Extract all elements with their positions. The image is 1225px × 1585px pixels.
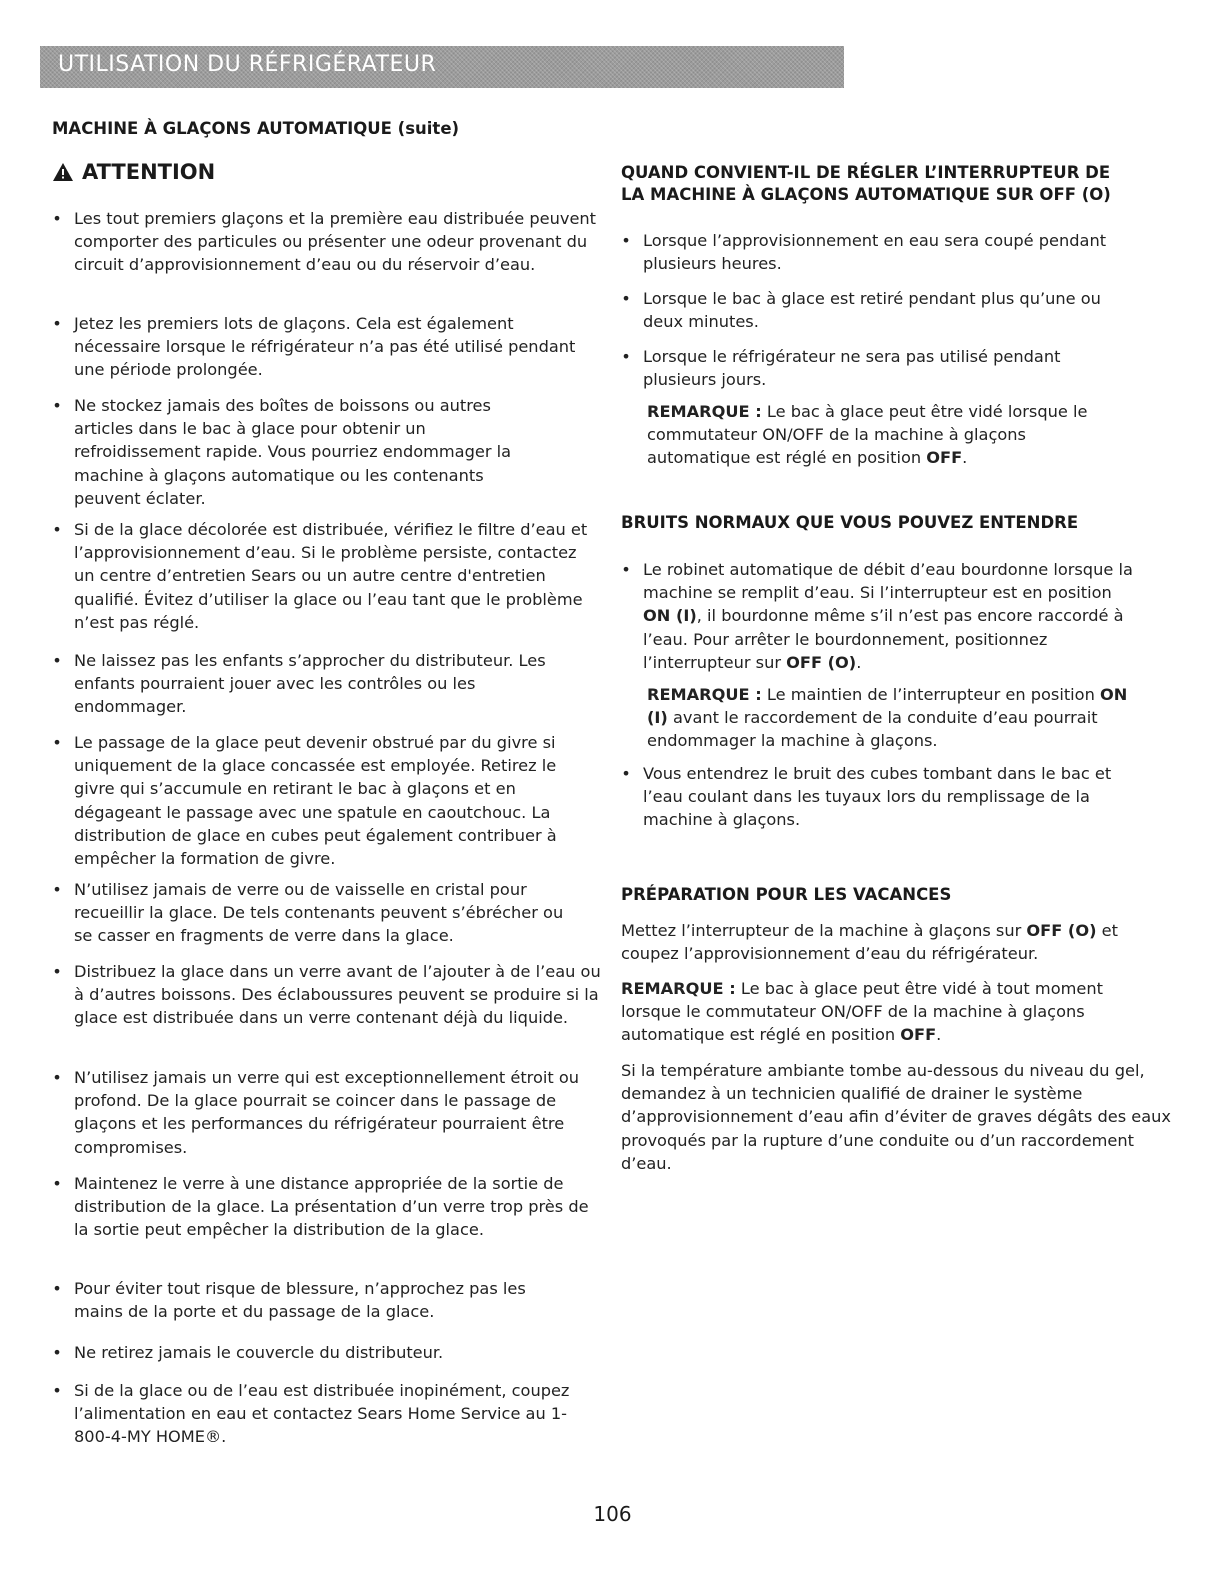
note-bold: OFF [926, 448, 963, 468]
list-item [52, 649, 572, 719]
bullet-text: N’utilisez jamais un verre qui est exceptionnellement étroit ou profond. De la glace pourrait se coincer dans le passage de glaçons et les performances du réfrigérateur pourraient être compromises. [74, 1068, 580, 1157]
section-title-when-off [621, 162, 1111, 206]
note-label: REMARQUE : [647, 402, 762, 421]
bullet-dot: • [52, 962, 62, 981]
list-item [621, 229, 1141, 275]
paragraph [621, 919, 1141, 965]
list-item [52, 960, 602, 1030]
attention-label: ATTENTION [82, 160, 216, 184]
note-label: REMARQUE : [621, 979, 736, 998]
bullet-text: Le passage de la glace peut devenir obstrué par du givre si uniquement de la glace concassée est employée. Retirez le givre qui s’accumule en retirant le bac à glaçons et en dégageant le passage avec une spatule en caoutchouc. La distribution de glace en cubes peut également contribuer à empêcher la formation de givre. [74, 733, 557, 869]
list-item [621, 558, 1141, 674]
bullet-dot: • [52, 880, 62, 899]
text-bold: OFF (O) [786, 652, 857, 672]
text-bold: OFF (O) [1026, 921, 1097, 940]
bullet-text: Pour éviter tout risque de blessure, n’approchez pas les mains de la porte et du passage de la glace. [74, 1279, 526, 1322]
bullet-dot: • [621, 347, 631, 366]
bullet-dot: • [621, 231, 631, 250]
note-block [647, 683, 1137, 753]
note-label: REMARQUE : [647, 685, 762, 704]
note-text: avant le raccordement de la conduite d’eau pourrait endommager la machine à glaçons. [647, 708, 1098, 751]
list-item [52, 731, 587, 870]
list-item [621, 287, 1141, 333]
bullet-dot: • [621, 289, 631, 308]
bullet-dot: • [52, 1068, 62, 1087]
section-title-line: LA MACHINE À GLAÇONS AUTOMATIQUE SUR OFF (O) [621, 185, 1111, 204]
note-text: Le bac à glace peut être vidé lorsque le commutateur ON/OFF de la machine à glaçons automatique est réglé en position [647, 402, 1088, 468]
bullet-text: Si de la glace ou de l’eau est distribuée inopinément, coupez l’alimentation en eau et contactez Sears Home Service au 1-800-4-MY HOME®. [74, 1381, 570, 1447]
text-run: . [856, 652, 862, 672]
list-item [621, 345, 1101, 391]
section-title-line: QUAND CONVIENT-IL DE RÉGLER L’INTERRUPTEUR DE [621, 163, 1111, 182]
list-item [52, 1172, 602, 1242]
header-banner [40, 46, 844, 88]
section-title-noises: BRUITS NORMAUX QUE VOUS POUVEZ ENTENDRE [621, 513, 1079, 532]
text-bold: ON (I) [643, 606, 697, 626]
bullet-text: Maintenez le verre à une distance appropriée de la sortie de distribution de la glace. La présentation d’un verre trop près de la sortie peut empêcher la distribution de la glace. [74, 1174, 589, 1240]
section-title-vacation: PRÉPARATION POUR LES VACANCES [621, 885, 952, 904]
bullet-text: Lorsque le réfrigérateur ne sera pas utilisé pendant plusieurs jours. [643, 347, 1061, 390]
bullet-dot: • [52, 1381, 62, 1400]
note-period: . [936, 1025, 942, 1045]
note-period: . [962, 448, 968, 468]
section-title-ice-maker: MACHINE À GLAÇONS AUTOMATIQUE (suite) [52, 119, 460, 138]
bullet-dot: • [52, 520, 62, 539]
list-item [52, 1277, 572, 1323]
text-run: et coupez l’approvisionnement d’eau du réfrigérateur. [621, 921, 1118, 964]
bullet-dot: • [52, 733, 62, 752]
bullet-dot: • [621, 560, 631, 579]
bullet-text: Jetez les premiers lots de glaçons. Cela est également nécessaire lorsque le réfrigérateur n’a pas été utilisé pendant une période prolongée. [74, 314, 576, 380]
text-run: Mettez l’interrupteur de la machine à glaçons sur [621, 921, 1022, 940]
bullet-text: N’utilisez jamais de verre ou de vaisselle en cristal pour recueillir la glace. De tels contenants peuvent s’ébrécher ou se casser en fragments de verre dans la glace. [74, 880, 564, 946]
attention-heading [52, 160, 215, 184]
note-bold: ON (I) [647, 685, 1128, 728]
bullet-text: Ne laissez pas les enfants s’approcher du distributeur. Les enfants pourraient jouer avec les contrôles ou les endommager. [74, 651, 546, 717]
bullet-text: Ne stockez jamais des boîtes de boissons ou autres articles dans le bac à glace pour obtenir un refroidissement rapide. Vous pourriez endommager la machine à glaçons automatique ou les contenants peuvent éclater. [74, 396, 512, 508]
bullet-dot: • [621, 764, 631, 783]
bullet-text: Lorsque le bac à glace est retiré pendant plus qu’une ou deux minutes. [643, 289, 1101, 332]
note-bold: OFF [900, 1025, 937, 1045]
list-item [52, 312, 582, 382]
warning-icon [52, 162, 74, 182]
list-item [52, 518, 602, 634]
paragraph: Si la température ambiante tombe au-dessous du niveau du gel, demandez à un technicien qualifié de drainer le système d’approvisionnement d’eau afin d’éviter de graves dégâts des eaux provoqués par la rupture d’une conduite ou d’un raccordement d’eau. [621, 1061, 1171, 1173]
bullet-dot: • [52, 314, 62, 333]
bullet-text [643, 558, 1141, 674]
text-run: Le robinet automatique de débit d’eau bourdonne lorsque la machine se remplit d’eau. Si l’interrupteur est en position [643, 560, 1133, 603]
note-text: Le bac à glace peut être vidé à tout moment lorsque le commutateur ON/OFF de la machine à glaçons automatique est réglé en position [621, 979, 1103, 1045]
list-item [621, 762, 1121, 832]
text-run: , il bourdonne même s’il n’est pas encore raccordé à l’eau. Pour arrêter le bourdonnement, positionnez l’interrupteur sur [643, 606, 1124, 672]
list-item [52, 1379, 582, 1449]
bullet-dot: • [52, 1343, 62, 1362]
page-number: 106 [593, 1502, 632, 1526]
note-block [621, 977, 1161, 1047]
bullet-text: Lorsque l’approvisionnement en eau sera coupé pendant plusieurs heures. [643, 231, 1107, 274]
bullet-text: Les tout premiers glaçons et la première eau distribuée peuvent comporter des particules ou présenter une odeur provenant du circuit d’approvisionnement d’eau ou du réservoir d’eau. [74, 209, 597, 275]
bullet-text: Vous entendrez le bruit des cubes tombant dans le bac et l’eau coulant dans les tuyaux lors du remplissage de la machine à glaçons. [643, 764, 1112, 830]
bullet-text: Distribuez la glace dans un verre avant de l’ajouter à de l’eau ou à d’autres boissons. Des éclaboussures peuvent se produire si la glace est distribuée dans un verre contenant déjà du liquide. [74, 962, 601, 1028]
banner-title: UTILISATION DU RÉFRIGÉRATEUR [58, 52, 437, 77]
list-item [52, 394, 542, 510]
list-item [52, 207, 597, 277]
bullet-text: Ne retirez jamais le couvercle du distributeur. [74, 1343, 444, 1362]
bullet-dot: • [52, 651, 62, 670]
list-item [52, 878, 582, 948]
list-item [52, 1066, 597, 1159]
note-text: Le maintien de l’interrupteur en position [766, 685, 1095, 704]
note-block [647, 400, 1117, 470]
list-item [52, 1341, 572, 1364]
bullet-dot: • [52, 1174, 62, 1193]
bullet-dot: • [52, 209, 62, 228]
bullet-dot: • [52, 396, 62, 415]
bullet-text: Si de la glace décolorée est distribuée, vérifiez le filtre d’eau et l’approvisionnement d’eau. Si le problème persiste, contactez un centre d’entretien Sears ou un autre centre d'entretien qualifié. Évitez d’utiliser la glace ou l’eau tant que le problème n’est pas réglé. [74, 520, 588, 632]
bullet-dot: • [52, 1279, 62, 1298]
